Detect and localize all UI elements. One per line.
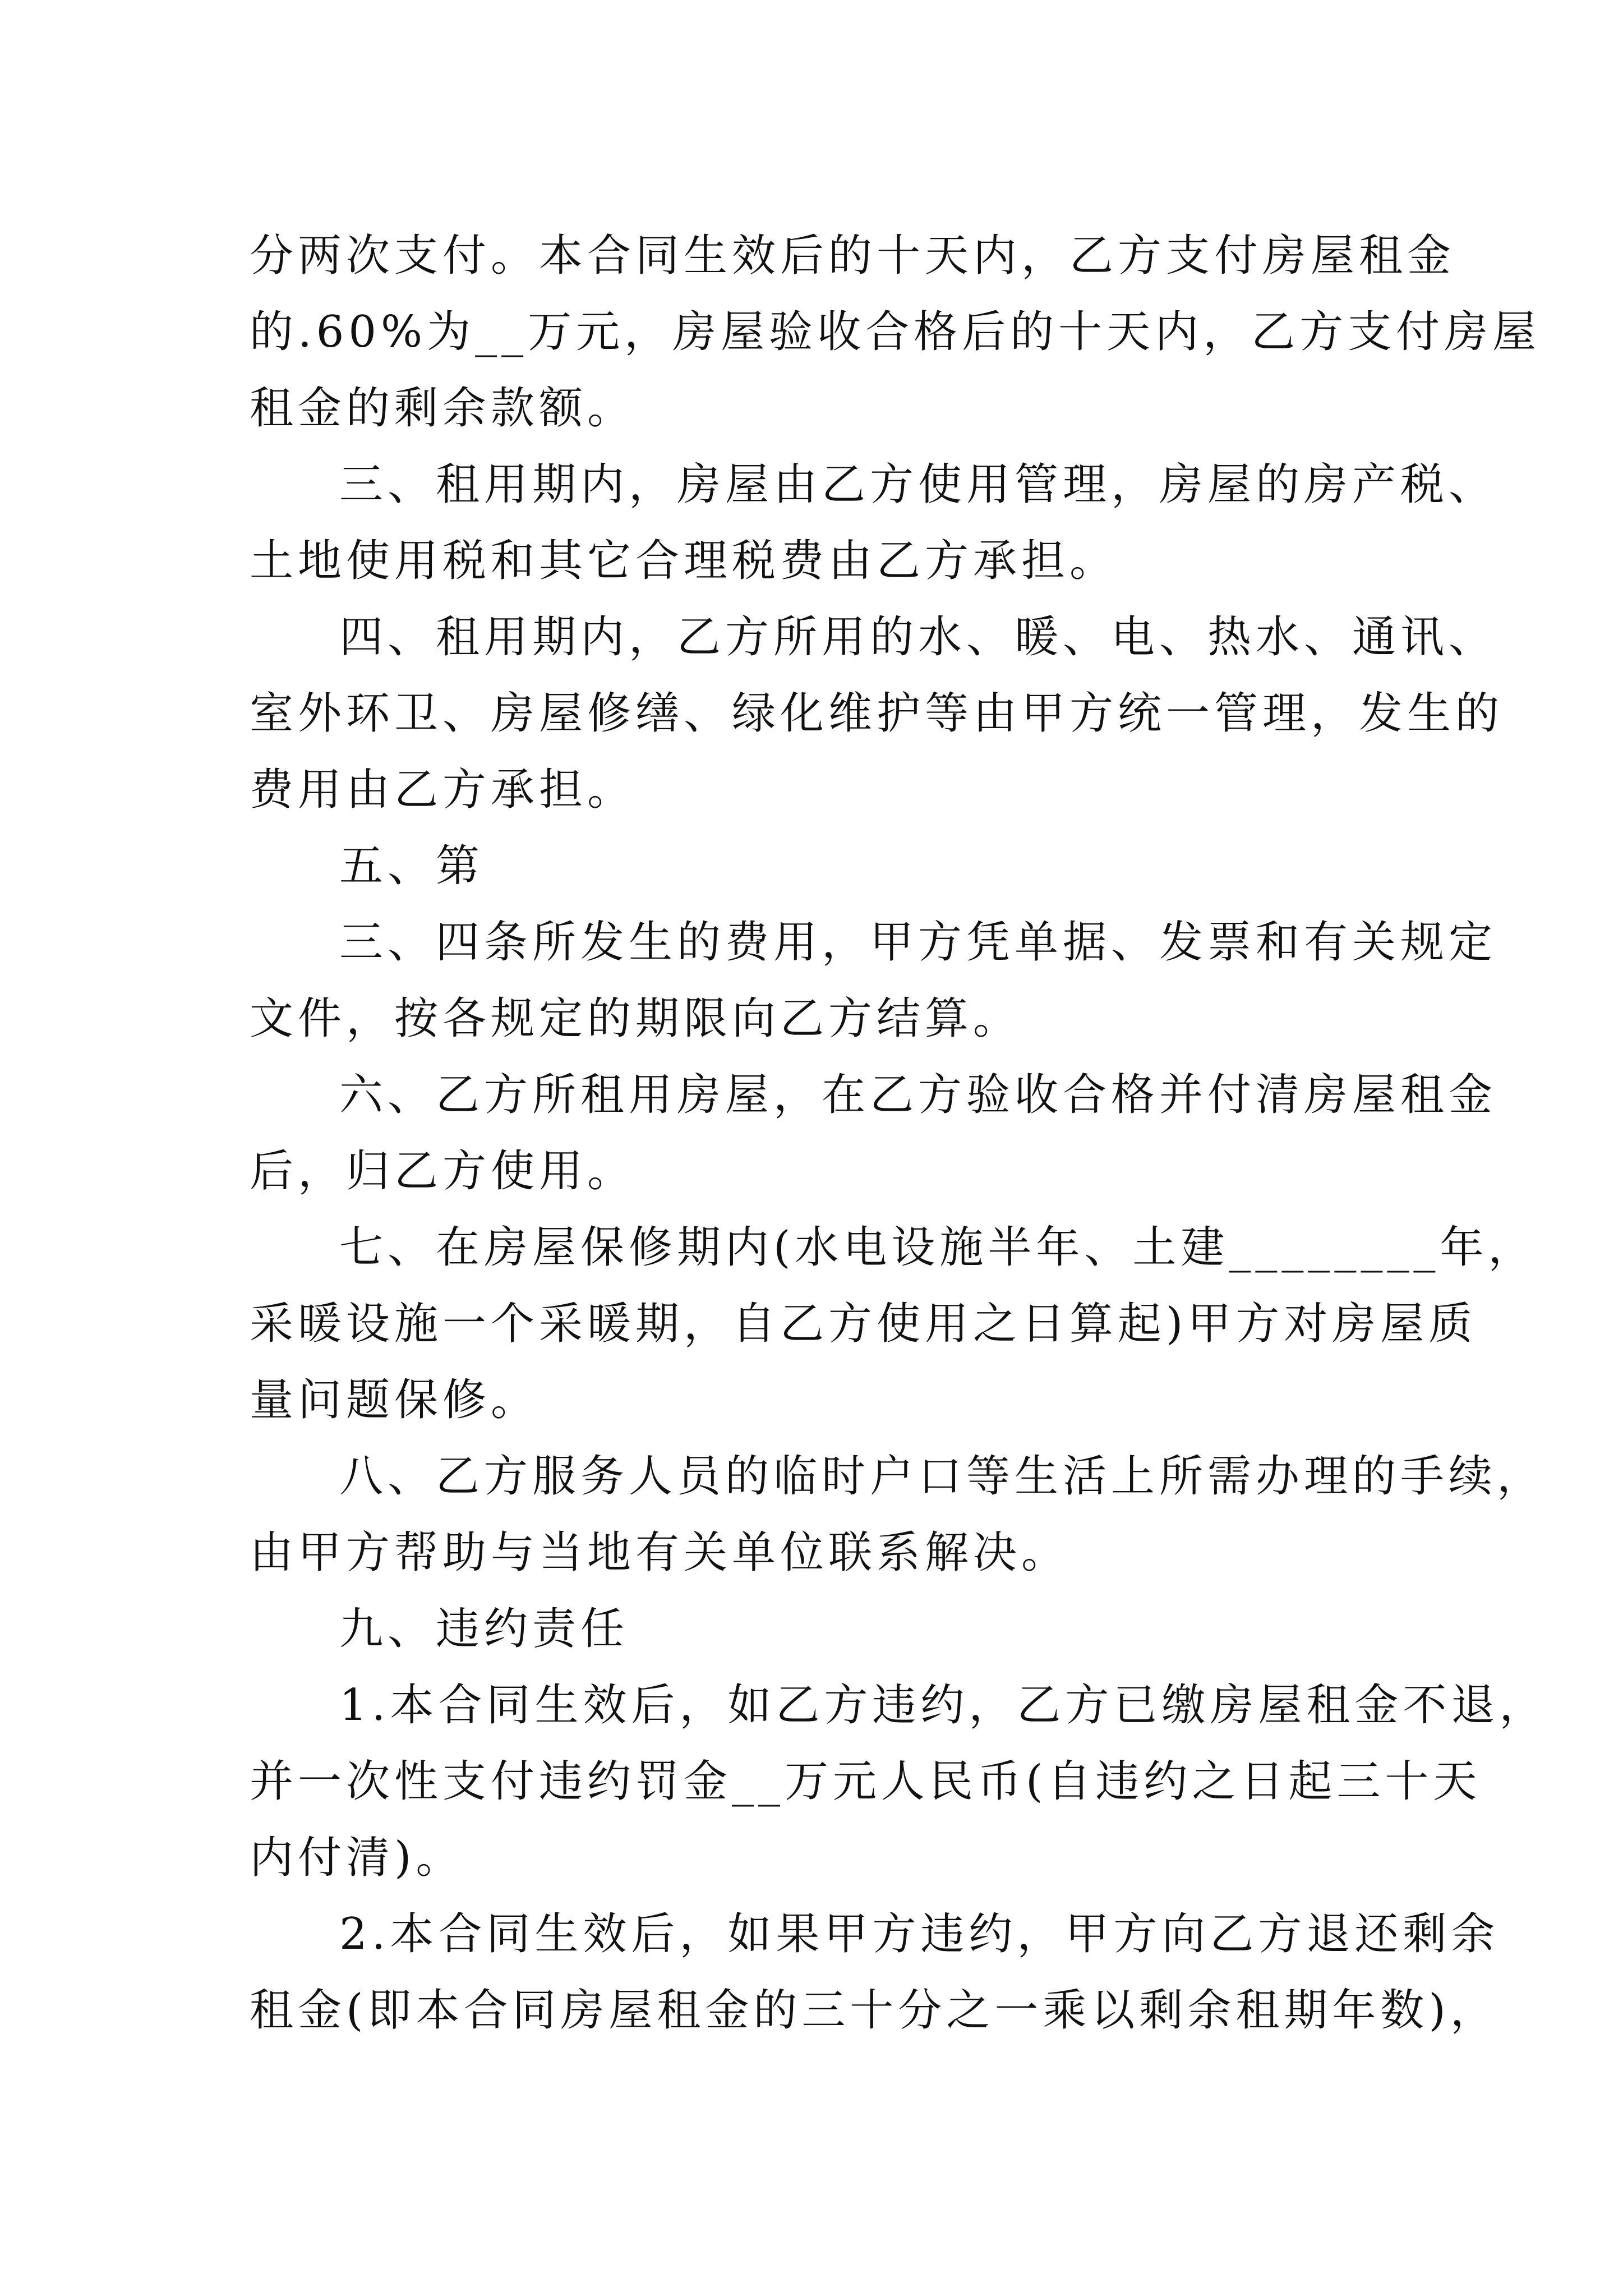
paragraph bbox=[250, 1896, 1500, 2049]
document-body bbox=[250, 218, 1548, 2049]
text-line: 分两次支付。本合同生效后的十天内，乙方支付房屋租金 bbox=[250, 231, 1456, 281]
paragraph bbox=[250, 904, 1497, 1057]
text-line: 1.本合同生效后，如乙方违约，乙方已缴房屋租金不退， bbox=[339, 1680, 1548, 1731]
paragraph bbox=[250, 1057, 1497, 1209]
text-line: 七、在房屋保修期内(水电设施半年、土建________年， bbox=[339, 1222, 1537, 1273]
text-line: 五、第 bbox=[339, 841, 485, 891]
text-line: 三、租用期内，房屋由乙方使用管理，房屋的房产税、 bbox=[339, 459, 1497, 510]
paragraph bbox=[250, 218, 1541, 447]
paragraph bbox=[250, 599, 1504, 828]
paragraph bbox=[250, 447, 1497, 599]
paragraph bbox=[250, 1209, 1537, 1438]
text-line: 费用由乙方承担。 bbox=[250, 765, 636, 815]
text-line: 后，归乙方使用。 bbox=[250, 1146, 636, 1197]
text-line: 六、乙方所租用房屋，在乙方验收合格并付清房屋租金 bbox=[339, 1070, 1497, 1120]
paragraph bbox=[250, 1667, 1548, 1896]
text-line: 土地使用税和其它合理税费由乙方承担。 bbox=[250, 536, 1118, 586]
text-line: 并一次性支付违约罚金__万元人民币(自违约之日起三十天 bbox=[250, 1756, 1482, 1807]
text-line: 采暖设施一个采暖期，自乙方使用之日算起)甲方对房屋质 bbox=[250, 1299, 1477, 1349]
text-line: 租金(即本合同房屋租金的三十分之一乘以剩余租期年数)， bbox=[250, 1985, 1498, 2036]
text-line: 量问题保修。 bbox=[250, 1375, 540, 1425]
text-line: 由甲方帮助与当地有关单位联系解决。 bbox=[250, 1527, 1070, 1578]
text-line: 八、乙方服务人员的临时户口等生活上所需办理的手续， bbox=[339, 1451, 1546, 1502]
text-line: 文件，按各规定的期限向乙方结算。 bbox=[250, 993, 1022, 1044]
paragraph bbox=[250, 828, 1382, 904]
text-line: 三、四条所发生的费用，甲方凭单据、发票和有关规定 bbox=[339, 917, 1497, 968]
text-line: 的.60%为__万元，房屋验收合格后的十天内，乙方支付房屋 bbox=[250, 307, 1541, 357]
text-line: 室外环卫、房屋修缮、绿化维护等由甲方统一管理，发生的 bbox=[250, 688, 1504, 739]
text-line: 2.本合同生效后，如果甲方违约，甲方向乙方退还剩余 bbox=[339, 1909, 1500, 1959]
text-line: 四、租用期内，乙方所用的水、暖、电、热水、通讯、 bbox=[339, 612, 1497, 662]
paragraph bbox=[250, 1438, 1546, 1591]
text-line: 租金的剩余款额。 bbox=[250, 383, 636, 434]
text-line: 九、违约责任 bbox=[339, 1604, 629, 1654]
text-line: 内付清)。 bbox=[250, 1833, 464, 1883]
paragraph bbox=[250, 1591, 1382, 1667]
